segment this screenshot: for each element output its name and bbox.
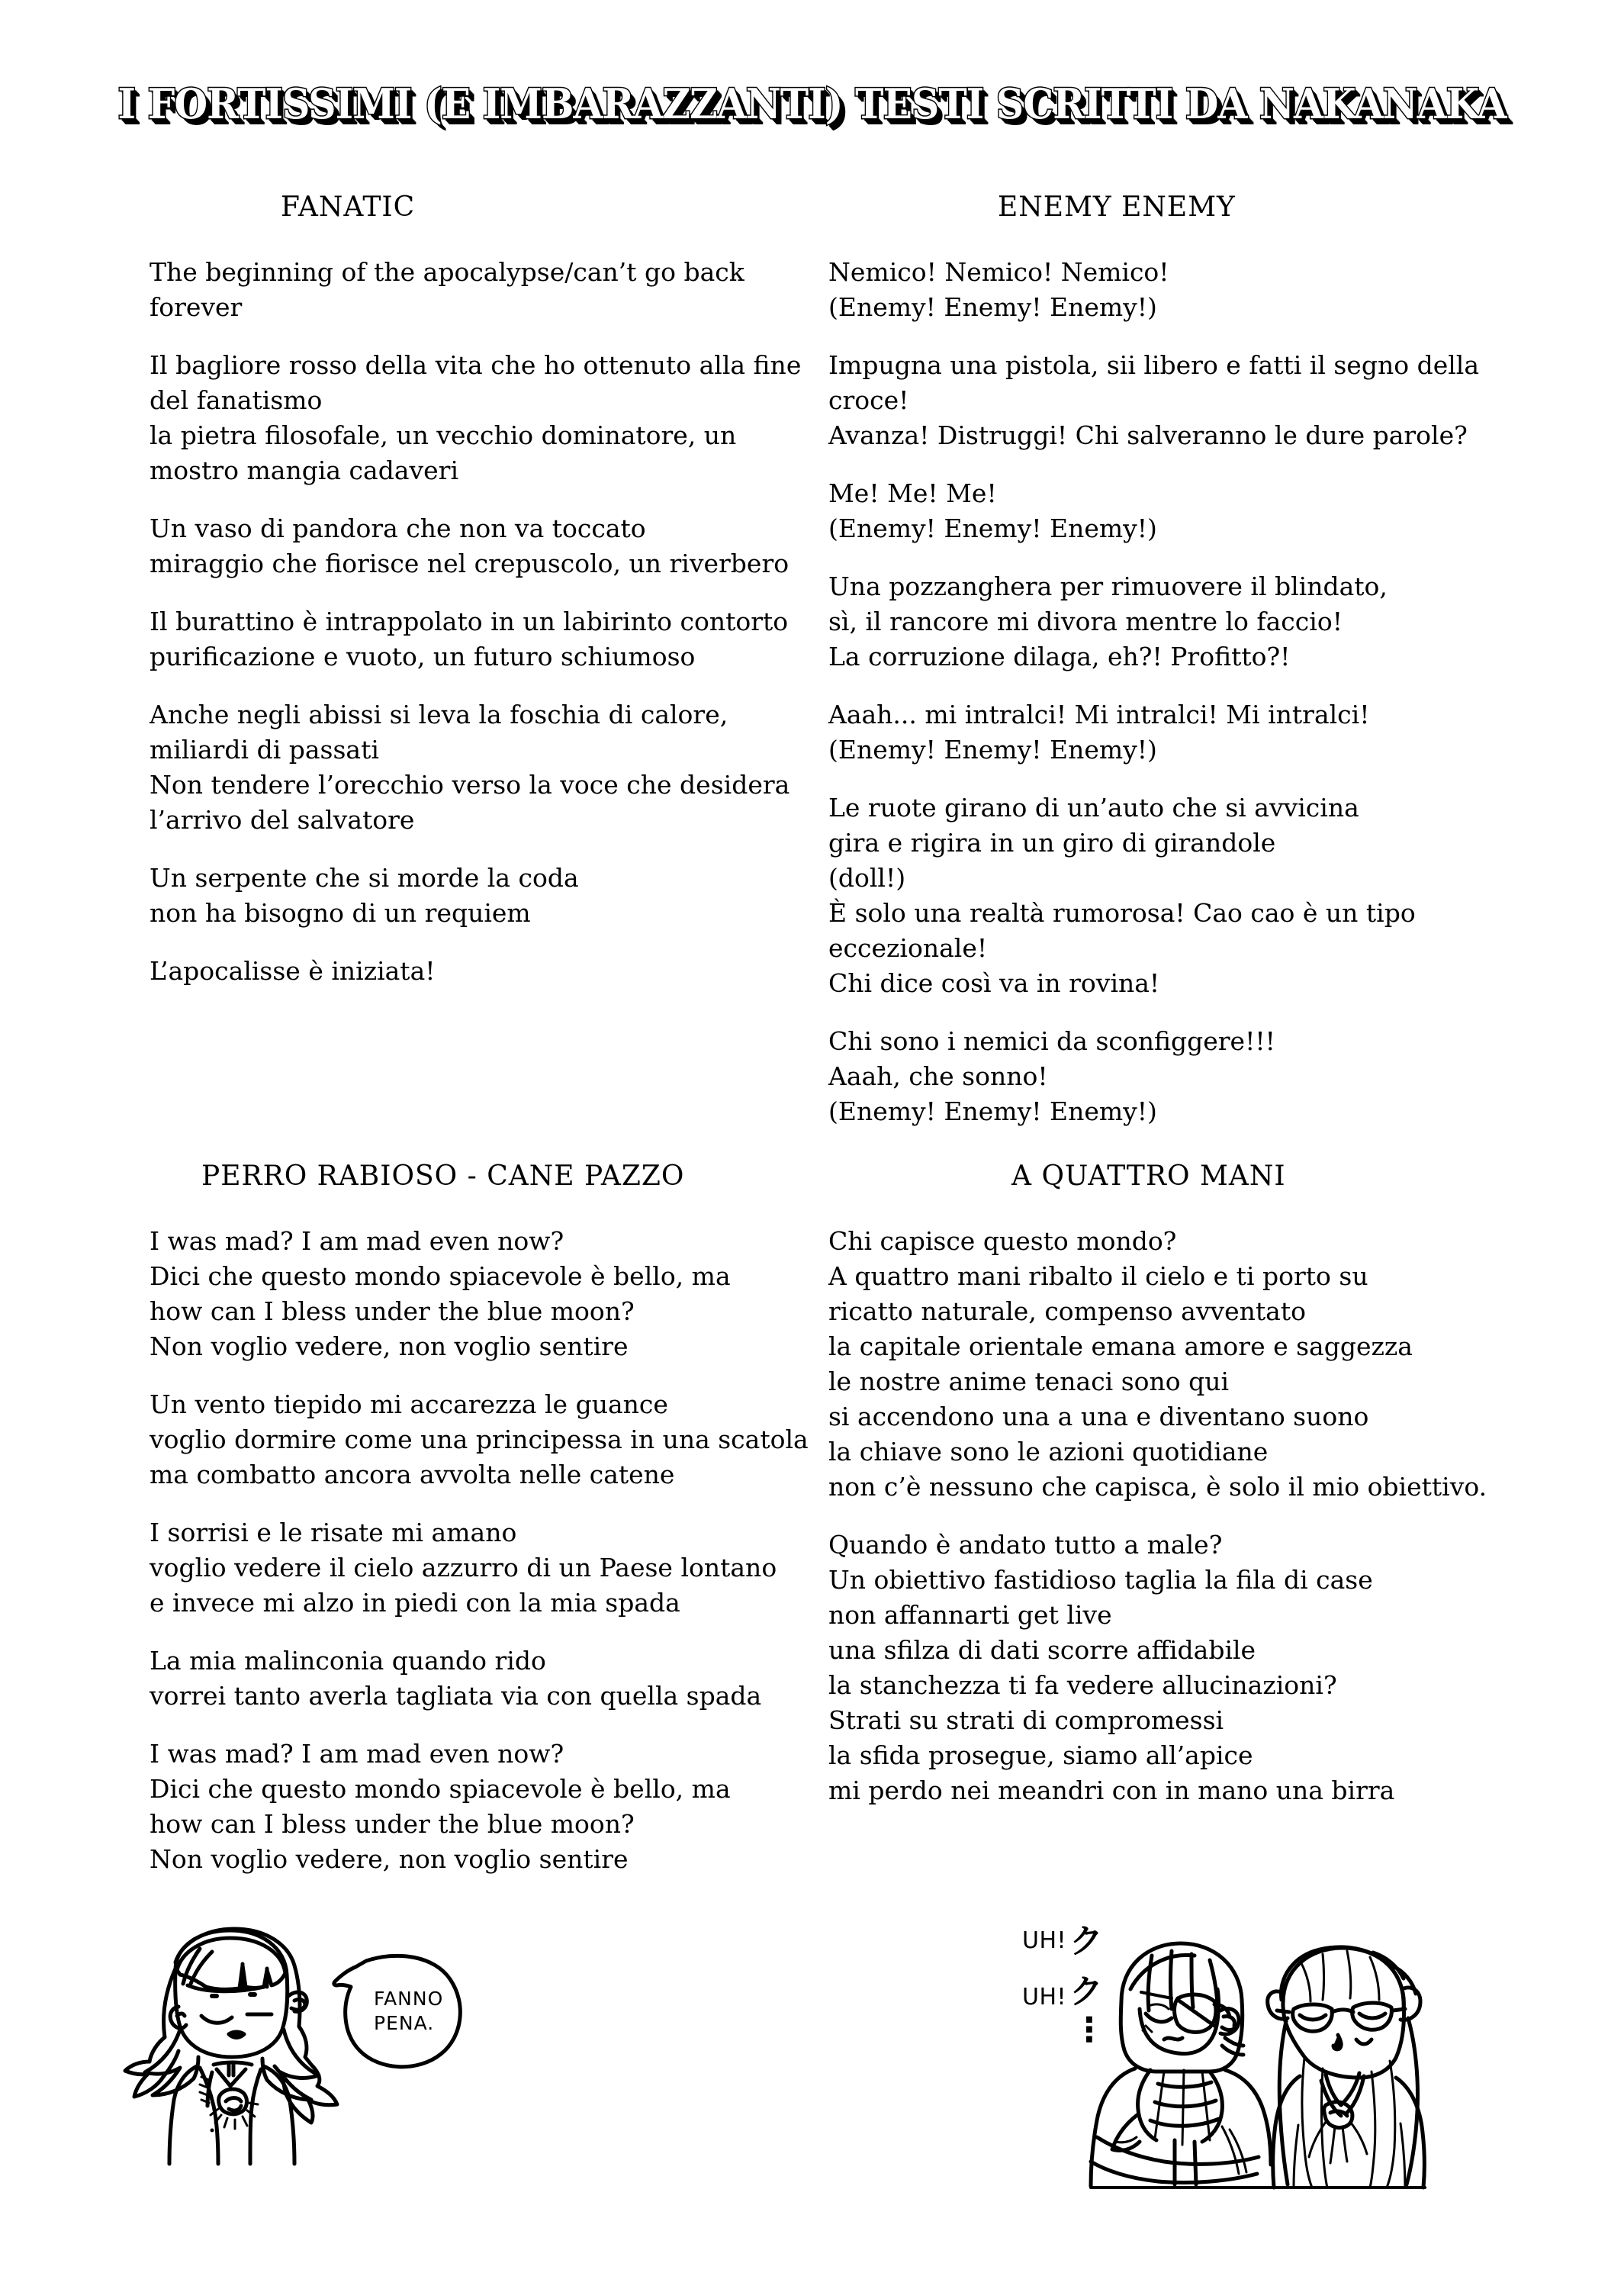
song-title-perro-rabioso: PERRO RABIOSO - CANE PAZZO xyxy=(201,1161,685,1192)
lyric-line: purificazione e vuoto, un futuro schiumoso xyxy=(150,642,696,671)
stanza xyxy=(828,1528,1500,1808)
song-title-enemy-enemy: ENEMY ENEMY xyxy=(998,192,1236,223)
lyric-line: Un vento tiepido mi accarezza le guance xyxy=(150,1389,668,1419)
lyric-line: Me! Me! Me! xyxy=(828,478,997,508)
lyric-line: le nostre anime tenaci sono qui xyxy=(828,1367,1230,1396)
vertical-ellipsis: ⋮ xyxy=(1072,2011,1106,2049)
lyric-line: la sfida prosegue, siamo all’apice xyxy=(828,1740,1253,1770)
lyric-line: Dici che questo mondo spiacevole è bello, ma xyxy=(150,1261,731,1291)
lyric-line: non ha bisogno di un requiem xyxy=(150,898,531,928)
stanza xyxy=(150,1515,821,1621)
page-title xyxy=(57,79,1568,128)
stanza xyxy=(150,511,821,581)
stanza xyxy=(828,476,1500,546)
lyric-line: how can I bless under the blue moon? xyxy=(150,1296,635,1326)
lyric-line: La corruzione dilaga, eh?! Profitto?! xyxy=(828,642,1291,671)
kana-glyph-2: ク xyxy=(1069,1972,1103,2011)
lyric-line: miraggio che fiorisce nel crepuscolo, un riverbero xyxy=(150,549,789,578)
song-title-a-quattro-mani: A QUATTRO MANI xyxy=(1011,1161,1286,1192)
stanza xyxy=(150,1644,821,1714)
stanza xyxy=(150,861,821,931)
lyric-line: Anche negli abissi si leva la foschia di calore, xyxy=(150,700,728,729)
two-girls-drawing xyxy=(1015,1919,1457,2247)
uh-label-1: UH! xyxy=(1022,1927,1067,1954)
stanza xyxy=(828,255,1500,325)
lyric-line: Non tendere l’orecchio verso la voce che desidera xyxy=(150,770,790,800)
stanza xyxy=(150,604,821,674)
lyric-line: (Enemy! Enemy! Enemy!) xyxy=(828,513,1157,543)
speech-bubble-line-1: FANNO xyxy=(374,1988,444,2010)
lyric-line: I was mad? I am mad even now? xyxy=(150,1226,564,1256)
lyric-line: Un obiettivo fastidioso taglia la fila di case xyxy=(828,1565,1373,1595)
lyric-line: voglio dormire come una principessa in una scatola xyxy=(150,1425,809,1454)
lyric-line: voglio vedere il cielo azzurro di un Paese lontano xyxy=(150,1553,777,1582)
lyric-line: Aaah, che sonno! xyxy=(828,1061,1048,1091)
lyric-line: how can I bless under the blue moon? xyxy=(150,1809,635,1839)
lyric-line: Strati su strati di compromessi xyxy=(828,1705,1224,1735)
lyric-line: A quattro mani ribalto il cielo e ti porto su xyxy=(828,1261,1368,1291)
stanza xyxy=(828,790,1500,1001)
lyric-line: non c’è nessuno che capisca, è solo il mio obiettivo. xyxy=(828,1472,1487,1502)
lyric-line: Chi sono i nemici da sconfiggere!!! xyxy=(828,1026,1275,1056)
song-block-perro-rabioso xyxy=(150,1160,821,1877)
lyric-line: Aaah... mi intralci! Mi intralci! Mi intralci! xyxy=(828,700,1370,729)
lyric-line: Dici che questo mondo spiacevole è bello, ma xyxy=(150,1774,731,1804)
lyric-line: si accendono una a una e diventano suono xyxy=(828,1402,1369,1431)
lyric-line: Chi capisce questo mondo? xyxy=(828,1226,1177,1256)
lyric-line: ricatto naturale, compenso avventato xyxy=(828,1296,1306,1326)
lyric-line: Chi dice così va in rovina! xyxy=(828,968,1160,998)
lyric-line: gira e rigira in un giro di girandole xyxy=(828,828,1276,858)
lyric-line: The beginning of the apocalypse/can’t go back xyxy=(150,257,744,287)
song-block-enemy-enemy xyxy=(828,191,1500,1129)
stanza xyxy=(150,954,821,989)
kana-glyph-1: ク xyxy=(1069,1922,1103,1961)
stanza xyxy=(828,697,1500,768)
page-title-text: I FORTISSIMI (E IMBARAZZANTI) TESTI SCRITTI DA NAKANAKA xyxy=(117,79,1507,128)
lyric-line: la chiave sono le azioni quotidiane xyxy=(828,1437,1269,1466)
speech-bubble-line-2: PENA. xyxy=(374,2012,435,2034)
lyric-line: (Enemy! Enemy! Enemy!) xyxy=(828,292,1157,322)
stanza xyxy=(150,255,821,325)
lyric-line: Nemico! Nemico! Nemico! xyxy=(828,257,1169,287)
lyric-line: Il bagliore rosso della vita che ho ottenuto alla fine xyxy=(150,350,802,380)
song-title-fanatic: FANATIC xyxy=(281,192,416,223)
lyric-line: miliardi di passati xyxy=(150,735,379,765)
lyric-line: Non voglio vedere, non voglio sentire xyxy=(150,1331,629,1361)
illustration-right-two-girls xyxy=(1015,1919,1457,2247)
lyric-line: Un vaso di pandora che non va toccato xyxy=(150,513,646,543)
lyric-line: Il burattino è intrappolato in un labirinto contorto xyxy=(150,607,789,636)
song-block-a-quattro-mani xyxy=(828,1160,1500,1808)
stanza xyxy=(828,348,1500,453)
lyric-line: Avanza! Distruggi! Chi salveranno le dure parole? xyxy=(828,420,1468,450)
lyric-line: e invece mi alzo in piedi con la mia spada xyxy=(150,1588,680,1618)
lyric-line: Le ruote girano di un’auto che si avvicina xyxy=(828,793,1359,823)
stanza xyxy=(150,1737,821,1877)
lyric-line: forever xyxy=(150,292,243,322)
lyric-line: l’arrivo del salvatore xyxy=(150,805,415,835)
stanza xyxy=(150,1224,821,1364)
girl-with-speech-bubble-drawing xyxy=(114,1923,496,2243)
lyric-line: (Enemy! Enemy! Enemy!) xyxy=(828,735,1157,765)
stanza xyxy=(150,348,821,488)
lyric-line: eccezionale! xyxy=(828,933,988,963)
lyric-line: ma combatto ancora avvolta nelle catene xyxy=(150,1460,675,1489)
lyric-line: sì, il rancore mi divora mentre lo faccio! xyxy=(828,607,1343,636)
lyric-line: Quando è andato tutto a male? xyxy=(828,1530,1223,1560)
lyric-line: mostro mangia cadaveri xyxy=(150,456,459,485)
lyric-line: la pietra filosofale, un vecchio dominatore, un xyxy=(150,420,737,450)
lyric-line: mi perdo nei meandri con in mano una birra xyxy=(828,1776,1395,1805)
lyric-line: una sfilza di dati scorre affidabile xyxy=(828,1635,1256,1665)
lyric-line: Una pozzanghera per rimuovere il blindato, xyxy=(828,571,1388,601)
lyric-line: I was mad? I am mad even now? xyxy=(150,1739,564,1769)
stanza xyxy=(150,1387,821,1492)
stanza xyxy=(828,1024,1500,1129)
lyric-line: croce! xyxy=(828,385,909,415)
lyric-line: La mia malinconia quando rido xyxy=(150,1646,546,1676)
song-block-fanatic xyxy=(150,191,821,989)
lyric-line: (doll!) xyxy=(828,863,906,893)
lyric-line: non affannarti get live xyxy=(828,1600,1112,1630)
stanza xyxy=(828,569,1500,674)
lyric-line: Un serpente che si morde la coda xyxy=(150,863,579,893)
uh-label-2: UH! xyxy=(1022,1984,1067,2011)
lyric-line: I sorrisi e le risate mi amano xyxy=(150,1518,517,1547)
lyric-line: del fanatismo xyxy=(150,385,323,415)
lyric-line: È solo una realtà rumorosa! Cao cao è un tipo xyxy=(828,898,1416,928)
lyric-line: la capitale orientale emana amore e saggezza xyxy=(828,1331,1413,1361)
lyric-line: Non voglio vedere, non voglio sentire xyxy=(150,1844,629,1874)
lyric-line: la stanchezza ti fa vedere allucinazioni? xyxy=(828,1670,1337,1700)
lyric-line: L’apocalisse è iniziata! xyxy=(150,956,436,986)
stanza xyxy=(828,1224,1500,1505)
illustration-left-girl xyxy=(114,1923,496,2243)
stanza xyxy=(150,697,821,838)
lyric-line: Impugna una pistola, sii libero e fatti il segno della xyxy=(828,350,1480,380)
lyric-line: vorrei tanto averla tagliata via con quella spada xyxy=(150,1681,762,1711)
lyric-line: (Enemy! Enemy! Enemy!) xyxy=(828,1096,1157,1126)
